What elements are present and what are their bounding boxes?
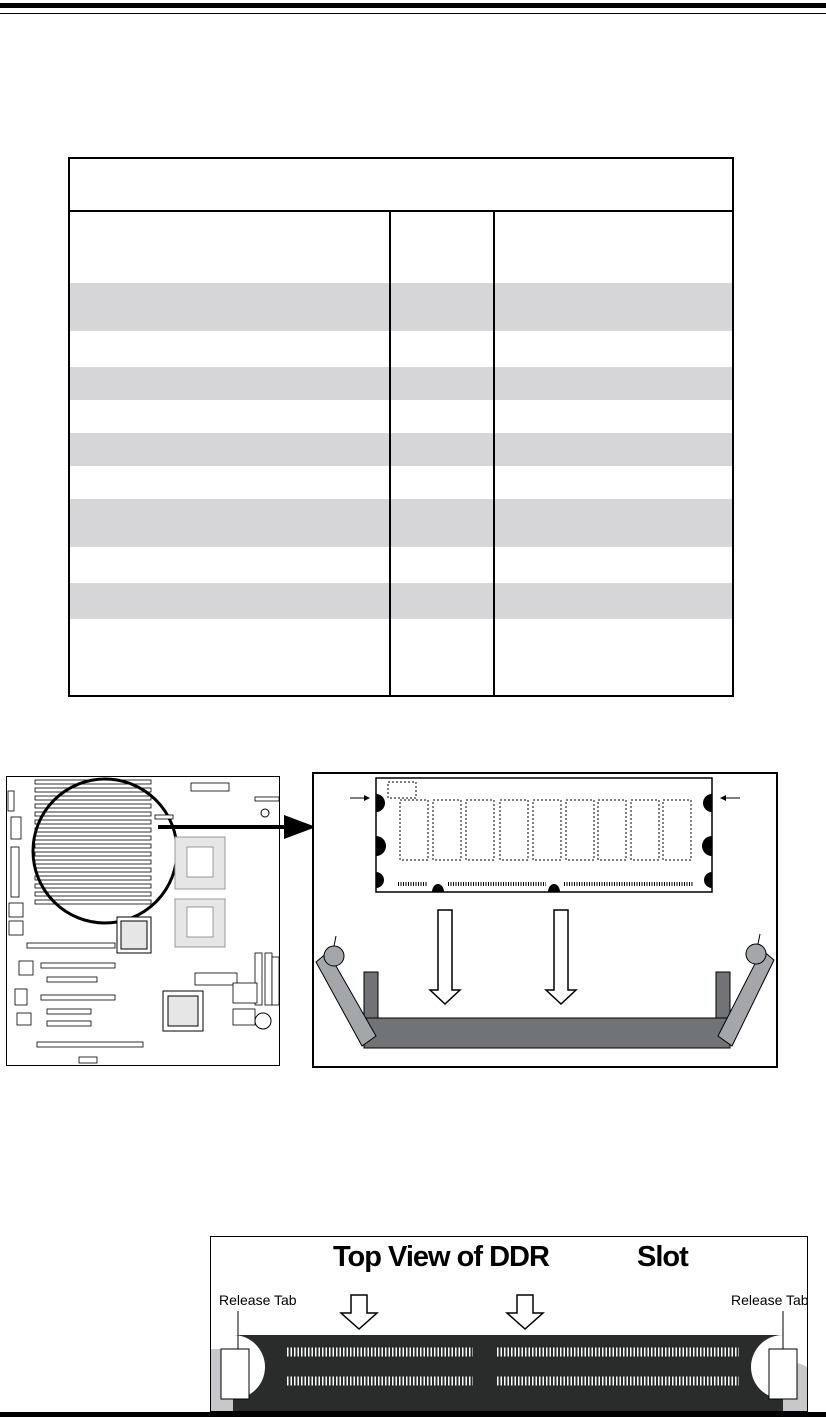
slot-body — [233, 1335, 783, 1411]
dimm-installation-drawing — [314, 774, 776, 1066]
table-row — [70, 433, 732, 466]
table-header-divider — [70, 210, 732, 212]
table-row — [70, 583, 732, 619]
slot-title-part1: Top View of DDR — [333, 1241, 549, 1273]
dimm-slots — [35, 780, 151, 904]
top-view-slot-diagram — [210, 1236, 808, 1412]
release-tab-left-label: Release Tab — [219, 1292, 297, 1308]
arrow-down-icon — [341, 1295, 543, 1329]
table-row — [70, 283, 732, 331]
arrow-down-icon — [430, 910, 576, 1004]
header-rule-thin — [0, 13, 826, 14]
table-row — [70, 367, 732, 400]
footer-rule — [0, 1412, 826, 1417]
memory-table — [68, 157, 734, 697]
table-row — [70, 499, 732, 547]
dimm-installation-diagram — [312, 772, 778, 1068]
arrow-right-icon — [158, 812, 320, 842]
table-column-divider — [389, 211, 391, 695]
slot-title-part2: Slot — [637, 1241, 688, 1273]
header-rule-thick — [0, 3, 826, 8]
table-column-divider — [493, 211, 495, 695]
dimm-slot — [316, 934, 774, 1048]
dimm-module — [350, 778, 740, 892]
release-tab-right-label: Release Tab — [731, 1292, 809, 1308]
